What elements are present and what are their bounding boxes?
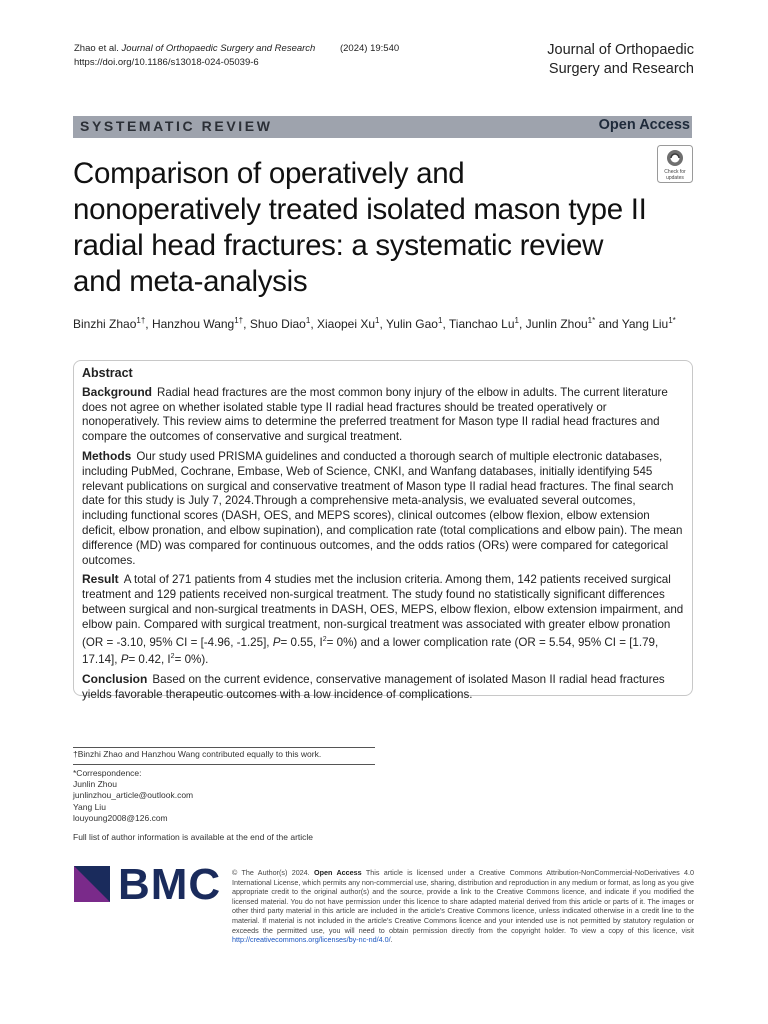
- author: Hanzhou Wang$^{1\dagger}$: [151, 316, 244, 331]
- author: Binzhi Zhao$^{1\dagger}$: [73, 316, 146, 331]
- author: Tianchao Lu$^1$: [448, 316, 519, 331]
- author: Yang Liu$^{1*}$: [621, 316, 676, 331]
- conclusion-text: Based on the current evidence, conservative management of isolated Mason II radial head fractures yields favorable therapeutic outcomes with a low incidence of complications.: [82, 672, 665, 701]
- article-title: Comparison of operatively and nonoperatively treated isolated mason type II radial head fractures: a systematic review and meta-analysis: [73, 157, 647, 298]
- equal-contribution-note: †Binzhi Zhao and Hanzhou Wang contributed equally to this work.: [73, 749, 322, 759]
- header-journal: Journal of Orthopaedic Surgery and Research: [121, 43, 316, 54]
- doi-link[interactable]: https://doi.org/10.1186/s13018-024-05039-6: [74, 57, 259, 68]
- author-list: Binzhi Zhao$^{1\dagger}$, Hanzhou Wang$^{1\dagger}$, Shuo Diao$^1$, Xiaopei Xu$^1$, Yulin Gao$^1$, Tianchao Lu$^1$, Junlin Zhou$^{1*}$ and Yang Liu$^{1*}$: [73, 316, 676, 331]
- bmc-logo-text: BMC: [118, 860, 222, 909]
- check-for-updates-line2: updates: [666, 175, 684, 181]
- correspondence-name: Yang Liu: [73, 801, 106, 812]
- bmc-logo-mark-icon: [74, 866, 110, 902]
- journal-name-line2: Surgery and Research: [548, 61, 694, 77]
- footnote-divider: [73, 747, 375, 748]
- open-access-label: Open Access: [598, 117, 690, 133]
- author: Yulin Gao$^1$: [385, 316, 443, 331]
- authors-and: and: [598, 317, 619, 331]
- correspondence-name: Junlin Zhou: [73, 779, 117, 790]
- license-text: © The Author(s) 2024. Open Access This article is licensed under a Creative Commons Attribution-NonCommercial-NoDerivatives 4.0 International License, which permits any non-commercial use, sharing, distribution and reproduction in any medium or format, as long as you give appropriate credit to the original author(s) and the source, provide a link to the Creative Commons licence, and indicate if you modified the licensed material. You do not have permission under this licence to share adapted material derived from this article or parts of it. The images or other third party material in this article are included in the article’s Creative Commons licence, unless indicated otherwise in a credit line to the material. If material is not included in the article’s Creative Commons licence and your intended use is not permitted by statutory regulation or exceeds the permitted use, you will need to obtain permission directly from the copyright holder. To view a copy of this licence, visit http://creativecommons.org/licenses/by-nc-nd/4.0/.: [232, 868, 694, 945]
- article-type-label: SYSTEMATIC REVIEW: [80, 118, 273, 134]
- abstract-heading: Abstract: [82, 366, 133, 380]
- license-link[interactable]: http://creativecommons.org/licenses/by-nc-nd/4.0/: [232, 935, 391, 945]
- author: Shuo Diao$^1$: [249, 316, 311, 331]
- abstract-conclusion: [82, 672, 684, 703]
- license-open-access: Open Access: [314, 868, 362, 877]
- methods-text: Our study used PRISMA guidelines and conducted a thorough search of multiple electronic databases, including PubMed, Cochrane, Embase, Web of Science, CNKI, and Wanfang databases, initially identifying 545 relevant publications on surgical and conservative treatment of Mason type II radial head fractures. The final search date for this study is July 7, 2024.Through a comprehensive meta-analysis, we evaluated several outcomes, including functional scores (DASH, OES, and MEPS scores), clinical outcomes (elbow flexion, elbow extension deficit, elbow pronation, and elbow supination), and complication rate (total complications and elbow pain). The mean difference (MD) was compared for continuous outcomes, and the odds ratios (ORs) were compared for categorical outcomes.: [82, 449, 683, 567]
- correspondence-email[interactable]: louyoung2008@126.com: [73, 812, 168, 823]
- author: Xiaopei Xu$^1$: [316, 316, 380, 331]
- background-heading: Background: [82, 384, 153, 399]
- correspondence-label: *Correspondence:: [73, 768, 142, 778]
- conclusion-heading: Conclusion: [82, 671, 148, 686]
- journal-name: [547, 41, 694, 79]
- journal-name-line1: Journal of Orthopaedic: [547, 42, 694, 58]
- footnote-divider: [73, 764, 375, 765]
- citation-line: [74, 42, 399, 56]
- abstract-methods: [82, 449, 684, 568]
- license-body: This article is licensed under a Creative Commons Attribution-NonCommercial-NoDerivatives 4.0 International License, which permits any non-commercial use, sharing, distribution and reproduction in any medium or format, as long as you give appropriate credit to the original author(s) and the source, provide a link to the Creative Commons licence, and indicate if you modified the licensed material. You do not have permission under this licence to share adapted material derived from this article or parts of it. The images or other third party material in this article are included in the article’s Creative Commons licence, unless indicated otherwise in a credit line to the material. If material is not included in the article’s Creative Commons licence and your intended use is not permitted by statutory regulation or exceeds the permitted use, you will need to obtain permission directly from the copyright holder. To view a copy of this licence, visit: [232, 868, 694, 935]
- result-text: A total of 271 patients from 4 studies met the inclusion criteria. Among them, 142 patients received surgical treatment and 129 patients received non-surgical treatment. The study found no statistically significant differences between surgical and non-surgical treatments in DASH, OES, MEPS, elbow flexion, elbow extension impairment, and elbow pain. Compared with surgical treatment, non-surgical treatment was associated with greater elbow pronation (OR = -3.10, 95% CI = [-4.96, -1.25],: [82, 573, 684, 649]
- result-heading: Result: [82, 572, 119, 587]
- correspondence-email[interactable]: junlinzhou_article@outlook.com: [73, 790, 194, 801]
- author: Junlin Zhou$^{1*}$: [525, 316, 596, 331]
- copyright: © The Author(s) 2024.: [232, 868, 310, 877]
- header-authors: Zhao et al.: [74, 43, 119, 54]
- check-for-updates-icon[interactable]: [657, 145, 693, 183]
- abstract-content: [82, 366, 684, 706]
- author-info-note: Full list of author information is available at the end of the article: [73, 832, 314, 842]
- correspondence-block: [73, 768, 193, 824]
- methods-heading: Methods: [82, 448, 132, 463]
- abstract-background: [82, 385, 684, 445]
- running-header: [74, 42, 399, 70]
- abstract-result: Result A total of 271 patients from 4 studies met the inclusion criteria. Among them, 142 patients received surgical treatment and 129 patients received non-surgical treatment. The study found no statistically significant differences between surgical and non-surgical treatments in DASH, OES, MEPS, elbow flexion, elbow extension impairment, and elbow pain. Compared with surgical treatment, non-surgical treatment was associated with greater elbow pronation (OR = -3.10, 95% CI = [-4.96, -1.25], P= 0.55, $I^2= 0\%$) and a lower complication rate (OR = 5.54, 95% CI = [1.79, 17.14], P= 0.42, $I^2= 0\%$).: [82, 572, 684, 667]
- header-year-volume: (2024) 19:540: [339, 43, 400, 54]
- background-text: Radial head fractures are the most common bony injury of the elbow in adults. The current literature does not agree on whether isolated stable type II radial head fractures should be treated operatively or nonoperatively. This review aims to determine the preferred treatment for Mason type II radial head fractures and compare the outcomes of conservative and surgical treatment.: [82, 385, 668, 444]
- check-for-updates-line1: Check for: [664, 169, 686, 175]
